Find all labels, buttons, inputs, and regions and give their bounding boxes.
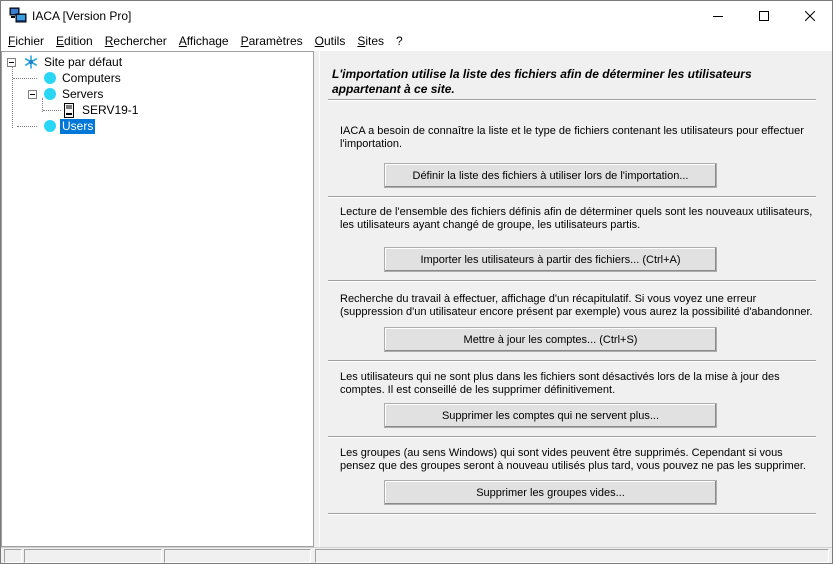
app-computers-icon bbox=[9, 7, 27, 24]
maximize-button[interactable] bbox=[741, 1, 787, 31]
tree-item-servers[interactable] bbox=[44, 86, 105, 102]
snowflake-site-icon bbox=[24, 55, 38, 69]
section-description: Lecture de l'ensemble des fichiers définis afin de déterminer quels sont les nouveaux utilisateurs, les utilisateurs ayant changé de groupe, les utilisateurs partis. bbox=[340, 206, 813, 231]
define-files-button[interactable]: Définir la liste des fichiers à utiliser lors de l'importation... bbox=[384, 163, 717, 188]
import-users-button[interactable]: Importer les utilisateurs à partir des fichiers... (Ctrl+A) bbox=[384, 247, 717, 272]
separator bbox=[328, 280, 816, 282]
section-description: Les utilisateurs qui ne sont plus dans les fichiers sont désactivés lors de la mise à jour des comptes. Il est conseillé de les supprimer définitivement. bbox=[340, 371, 780, 396]
section-description: Les groupes (au sens Windows) qui sont vides peuvent être supprimés. Cependant si vous pensez que des groupes seront à nouveau utilisés plus tard, vous pouvez ne pas les supprimer. bbox=[340, 447, 806, 472]
status-cell bbox=[315, 549, 829, 563]
menu-affichage[interactable]: Affichage bbox=[178, 34, 229, 48]
expand-servers-toggle[interactable] bbox=[28, 90, 37, 99]
import-panel bbox=[319, 51, 832, 547]
panel-header: L'importation utilise la liste des fichiers afin de déterminer les utilisateurs appartenant à ce site. bbox=[332, 67, 752, 96]
maximize-icon bbox=[759, 11, 769, 21]
tree-connector bbox=[43, 110, 61, 111]
title-bar[interactable] bbox=[1, 1, 832, 31]
separator bbox=[328, 360, 816, 362]
tree-label-servers: Servers bbox=[62, 86, 104, 101]
tree-connector bbox=[12, 66, 13, 128]
menu-fichier[interactable]: Fichier bbox=[8, 34, 45, 48]
delete-unused-accounts-button[interactable]: Supprimer les comptes qui ne servent plus... bbox=[384, 403, 717, 428]
menu-sites[interactable]: Sites bbox=[357, 34, 385, 48]
separator bbox=[328, 436, 816, 438]
menu-help[interactable]: ? bbox=[396, 34, 403, 48]
tree-connector bbox=[17, 126, 37, 127]
site-tree[interactable] bbox=[1, 51, 314, 547]
delete-empty-groups-button[interactable]: Supprimer les groupes vides... bbox=[384, 480, 717, 505]
menu-outils[interactable]: Outils bbox=[314, 34, 346, 48]
tree-item-root[interactable] bbox=[24, 54, 124, 70]
separator bbox=[328, 99, 816, 101]
expand-root-toggle[interactable] bbox=[7, 58, 16, 67]
window-title: IACA [Version Pro] bbox=[32, 9, 132, 23]
close-icon bbox=[805, 11, 815, 21]
tree-item-serv19-1[interactable] bbox=[63, 102, 140, 118]
section-description: Recherche du travail à effectuer, affichage d'un récapitulatif. Si vous voyez une erreur (suppression d'un utilisateur encore présent par exemple) vous aurez la possibilité d'abandonner. bbox=[340, 293, 813, 318]
status-cell bbox=[4, 549, 22, 563]
tree-label-users: Users bbox=[62, 118, 94, 133]
tree-label-root: Site par défaut bbox=[44, 54, 123, 69]
close-button[interactable] bbox=[787, 1, 833, 31]
status-cell bbox=[24, 549, 162, 563]
menu-rechercher[interactable]: Rechercher bbox=[104, 34, 167, 48]
status-bar bbox=[1, 547, 832, 563]
tree-item-computers[interactable] bbox=[44, 70, 123, 86]
cyan-dot-icon bbox=[44, 120, 56, 132]
minimize-button[interactable] bbox=[695, 1, 741, 31]
cyan-dot-icon bbox=[44, 88, 56, 100]
tree-label-computers: Computers bbox=[62, 70, 121, 85]
status-cell bbox=[164, 549, 311, 563]
separator bbox=[328, 513, 816, 515]
tree-item-users[interactable] bbox=[44, 118, 95, 134]
section-description: IACA a besoin de connaître la liste et le type de fichiers contenant les utilisateurs pour effectuer l'importation. bbox=[340, 125, 804, 150]
menu-edition[interactable]: Edition bbox=[56, 34, 93, 48]
menu-bar bbox=[1, 31, 832, 51]
tree-label-serv19-1: SERV19-1 bbox=[82, 102, 139, 117]
update-accounts-button[interactable]: Mettre à jour les comptes... (Ctrl+S) bbox=[384, 327, 717, 352]
server-tower-icon bbox=[63, 103, 75, 118]
minimize-icon bbox=[713, 11, 723, 21]
tree-connector bbox=[13, 78, 37, 79]
menu-parametres[interactable]: Paramètres bbox=[240, 34, 303, 48]
separator bbox=[328, 196, 816, 198]
cyan-dot-icon bbox=[44, 72, 56, 84]
